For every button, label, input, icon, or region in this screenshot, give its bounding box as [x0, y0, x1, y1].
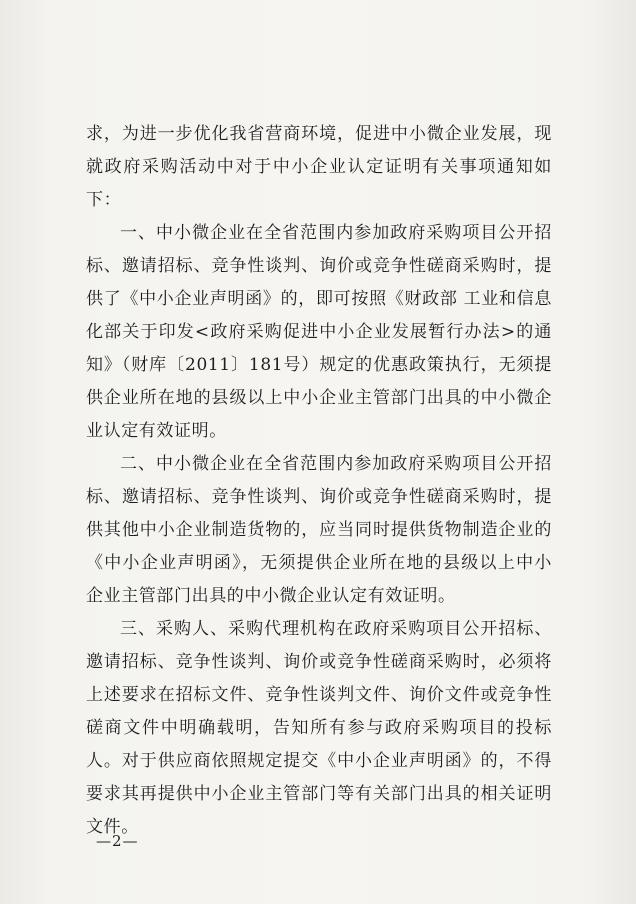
paragraph-item-2: 二、中小微企业在全省范围内参加政府采购项目公开招标、邀请招标、竞争性谈判、询价或竞争性磋商采购时，提供其他中小企业制造货物的，应当同时提供货物制造企业的《中小企业声明函》，无须提供企业所在地的县级以上中小企业主管部门出具的中小微企业认定有效证明。	[86, 454, 552, 606]
paragraph-item-1: 一、中小微企业在全省范围内参加政府采购项目公开招标、邀请招标、竞争性谈判、询价或竞争性磋商采购时，提供了《中小企业声明函》的，即可按照《财政部 工业和信息化部关于印发<政府采购促进中小企业发展暂行办法>的通知》（财库〔2011〕181号）规定的优惠政策执行，无须提供企业所在地的县级以上中小企业主管部门出具的中小微企业认定有效证明。	[86, 223, 552, 441]
paragraph-item-3: 三、采购人、采购代理机构在政府采购项目公开招标、邀请招标、竞争性谈判、询价或竞争性磋商采购时，必须将上述要求在招标文件、竞争性谈判文件、询价文件或竞争性磋商文件中明确载明，告知所有参与政府采购项目的投标人。对于供应商依照规定提交《中小企业声明函》的，不得要求其再提供中小企业主管部门等有关部门出具的相关证明文件。	[86, 619, 552, 837]
paragraph-intro: 求，为进一步优化我省营商环境，促进中小微企业发展，现就政府采购活动中对于中小企业认定证明有关事项通知如下：	[86, 124, 552, 210]
document-body	[86, 118, 552, 844]
page-number: —2—	[96, 832, 139, 850]
